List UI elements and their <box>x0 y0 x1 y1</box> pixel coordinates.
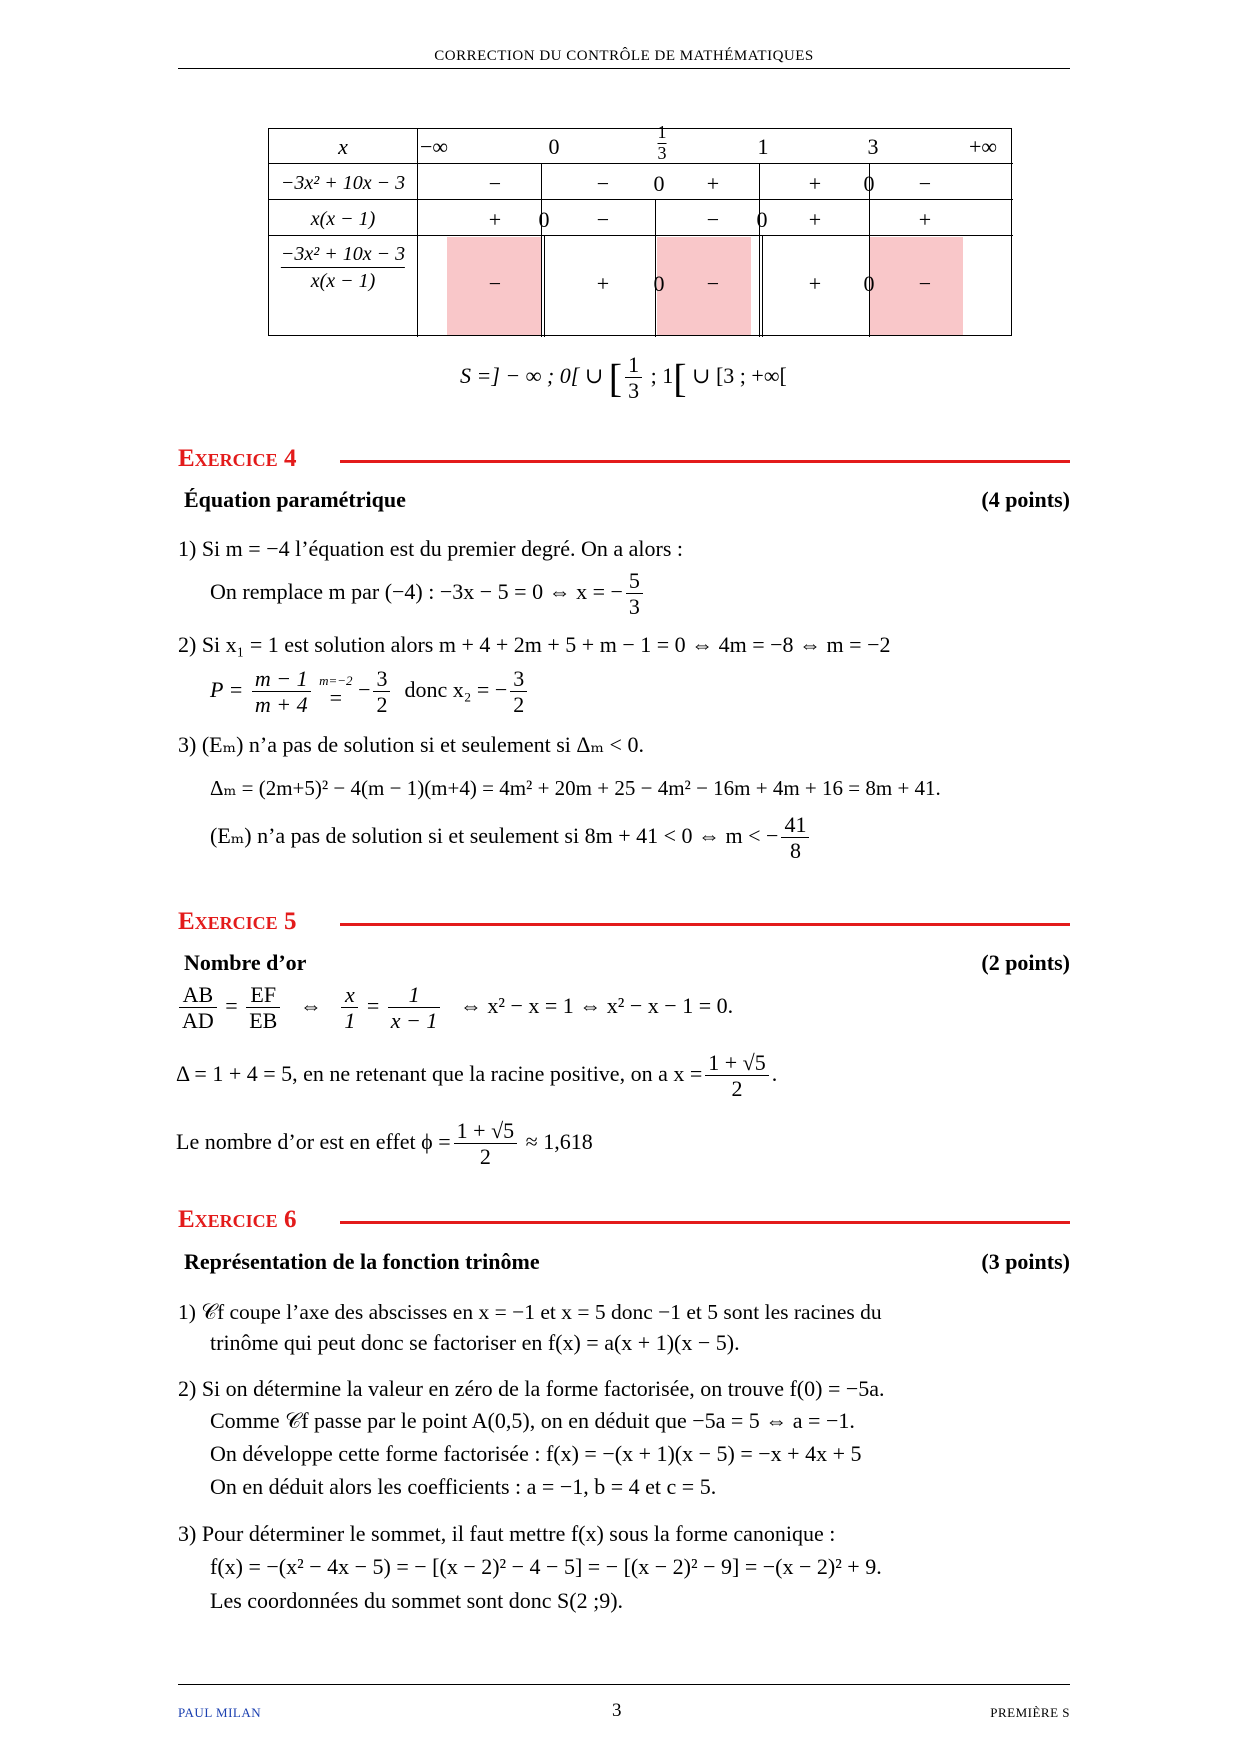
frac-num: m − 1 <box>254 666 308 691</box>
sign: 0 <box>538 207 550 232</box>
footer-page-number: 3 <box>612 1700 622 1721</box>
table-row-divider <box>269 163 1013 164</box>
quotient-numerator: −3x² + 10x − 3 <box>280 243 406 265</box>
sign: − <box>596 207 610 232</box>
zero-line <box>541 163 542 337</box>
table-row-divider <box>269 199 1013 200</box>
exercise-title: Exercice 4 <box>178 445 297 472</box>
x-value-fraction <box>658 123 667 164</box>
row-label-denominator: x(x − 1) <box>310 208 376 230</box>
sign: + <box>488 207 502 232</box>
frac-den: 3 <box>626 593 643 619</box>
ex4-line: Δₘ = (2m+5)² − 4(m − 1)(m+4) = 4m² + 20m + 25 − 4m² − 16m + 4m + 16 = 8m + 41. <box>210 776 941 800</box>
frac-den: x − 1 <box>388 1007 441 1033</box>
forbidden-double-bar <box>544 235 545 337</box>
ex4-text: On remplace m par (−4) : −3x − 5 = 0 ⇔ x = − <box>210 578 623 604</box>
footer-rule <box>178 1684 1070 1685</box>
sign: − <box>488 171 502 196</box>
ex6-line: Comme 𝒞f passe par le point A(0,5), on en déduit que −5a = 5 ⇔ a = −1. <box>210 1408 855 1433</box>
sign: + <box>808 171 822 196</box>
table-row-divider <box>269 235 1013 236</box>
frac-den: m + 4 <box>252 691 311 717</box>
solution-right: ∪ [3 ; +∞[ <box>692 362 787 388</box>
frac-num: 3 <box>513 666 525 691</box>
eq-sign: = <box>329 685 343 711</box>
forbidden-double-bar <box>762 235 763 337</box>
frac-num: 41 <box>784 812 807 837</box>
frac-num: 1 + √5 <box>708 1050 766 1075</box>
ex5-text: Δ = 1 + 4 = 5, en ne retenant que la racine positive, on a x = <box>176 1060 703 1086</box>
sign: + <box>706 171 720 196</box>
ex4-text: donc x₂ = − <box>404 676 508 702</box>
ex6-line: 2) Si on détermine la valeur en zéro de la forme factorisée, on trouve f(0) = −5a. <box>178 1376 885 1401</box>
ex4-text: (Eₘ) n’a pas de solution si et seulement si 8m + 41 < 0 ⇔ m < − <box>210 822 779 848</box>
ex4-line: 2) Si x₁ = 1 est solution alors m + 4 + 2m + 5 + m − 1 = 0 ⇔ 4m = −8 ⇔ m = −2 <box>178 632 891 657</box>
page-header-title: CORRECTION DU CONTRÔLE DE MATHÉMATIQUES <box>434 48 814 64</box>
sign: 0 <box>863 171 875 196</box>
sign: + <box>808 271 822 296</box>
eq-condition: m=−2 <box>319 673 353 689</box>
exercise-rule <box>340 460 1070 463</box>
table-header-x: x <box>338 134 348 159</box>
frac-den: AD <box>179 1007 217 1033</box>
solution-left: S =] − ∞ ; 0[ ∪ <box>460 362 604 388</box>
x-value: 1 <box>657 122 667 142</box>
ex4-line <box>210 568 646 620</box>
frac-num: AB <box>182 982 214 1007</box>
negative-interval-highlight <box>657 237 751 335</box>
ex6-line: On en déduit alors les coefficients : a = −1, b = 4 et c = 5. <box>210 1474 717 1499</box>
exercise-rule <box>340 1221 1070 1224</box>
x-value: 1 <box>757 134 769 159</box>
negative-interval-highlight <box>869 237 963 335</box>
ex4-line: 3) (Eₘ) n’a pas de solution si et seulement si Δₘ < 0. <box>178 732 644 757</box>
ex4-line <box>210 666 530 718</box>
frac-den: 2 <box>373 691 390 717</box>
sign: 0 <box>863 271 875 296</box>
sign: − <box>488 271 502 296</box>
ex6-line: trinôme qui peut donc se factoriser en f(x) = a(x + 1)(x − 5). <box>210 1330 740 1355</box>
solution-mid: ; 1 <box>650 362 674 388</box>
ex6-line: On développe cette forme factorisée : f(x) = −(x + 1)(x − 5) = −x + 4x + 5 <box>210 1441 862 1466</box>
exercise-title: Exercice 6 <box>178 1206 297 1233</box>
sign: 0 <box>653 171 665 196</box>
ex5-line: Δ = 1 + 4 = 5, en ne retenant que la racine positive, on a x = $\frac{1 + √5}{2}$ . <box>176 1050 778 1102</box>
frac-num: 1 <box>408 982 420 1007</box>
zero-line <box>655 199 656 337</box>
x-value: 0 <box>548 134 560 159</box>
x-value: +∞ <box>968 134 998 159</box>
ex6-line: Les coordonnées du sommet sont donc S(2 ;9). <box>210 1588 624 1613</box>
ex5-line: $\frac{AB}{AD}$ = $\frac{EF}{EB}$ ⇔ $\frac{x}{1}$ = $\frac{1}{x - 1}$ ⇔ x² − x = 1 ⇔ x² − x − 1 = 0. <box>176 982 733 1034</box>
frac-den: 1 <box>341 1007 358 1033</box>
sign: − <box>918 171 932 196</box>
zero-line <box>759 163 760 337</box>
header-rule <box>178 68 1070 69</box>
sign: + <box>596 271 610 296</box>
sign: 0 <box>653 271 665 296</box>
exercise-points: (3 points) <box>981 1249 1070 1274</box>
sign: − <box>596 171 610 196</box>
minus-sign: − <box>358 676 371 702</box>
x-value: −∞ <box>419 134 449 159</box>
exercise-subtitle: Nombre d’or <box>184 950 307 975</box>
quotient-denominator: x(x − 1) <box>281 267 405 294</box>
frac-den: 2 <box>705 1075 768 1101</box>
frac-num: 1 + √5 <box>456 1118 515 1143</box>
ex5-text: Le nombre d’or est en effet ϕ = <box>176 1128 451 1154</box>
sign: − <box>706 207 720 232</box>
frac-den: EB <box>246 1007 280 1033</box>
sign: − <box>706 271 720 296</box>
table-col-divider <box>417 129 418 337</box>
x-value: 3 <box>867 134 879 159</box>
ex4-line <box>210 812 812 864</box>
sign: − <box>918 271 932 296</box>
frac-den: 2 <box>510 691 527 717</box>
frac-den: 8 <box>781 837 809 863</box>
ex5-line <box>176 1118 593 1170</box>
solution-frac-num: 1 <box>628 352 640 377</box>
solution-set: S =] − ∞ ; 0[ ∪ [ $\frac{1}{3}$ ; 1[ ∪ [3 ; +∞[ <box>460 352 787 404</box>
sign-table <box>268 122 1012 336</box>
frac-den: 2 <box>454 1143 517 1169</box>
ex5-text: ≈ 1,618 <box>525 1128 593 1154</box>
x-value: 3 <box>657 142 667 163</box>
ex4-line: 1) Si m = −4 l’équation est du premier degré. On a alors : <box>178 536 684 561</box>
exercise-subtitle: Équation paramétrique <box>184 487 406 512</box>
solution-frac-den: 3 <box>625 377 642 403</box>
row-label-quotient <box>281 241 405 294</box>
sign: + <box>808 207 822 232</box>
frac-num: x <box>344 982 355 1007</box>
exercise-rule <box>340 923 1070 926</box>
footer-class: PREMIÈRE S <box>990 1705 1070 1720</box>
frac-num: 3 <box>376 666 388 691</box>
ex5-text: ⇔ x² − x = 1 ⇔ x² − x − 1 = 0. <box>459 992 734 1018</box>
ex6-line: f(x) = −(x² − 4x − 5) = − [(x − 2)² − 4 − 5] = − [(x − 2)² − 9] = −(x − 2)² + 9. <box>210 1554 882 1579</box>
ex4-text: P = <box>210 676 244 702</box>
frac-num: EF <box>250 982 277 1007</box>
exercise-title: Exercice 5 <box>178 908 297 935</box>
row-label-numerator: −3x² + 10x − 3 <box>280 172 406 194</box>
footer-author: PAUL MILAN <box>178 1705 262 1720</box>
exercise-subtitle: Représentation de la fonction trinôme <box>184 1249 540 1274</box>
exercise-points: (4 points) <box>981 487 1070 512</box>
sign: 0 <box>756 207 768 232</box>
frac-num: 5 <box>628 568 640 593</box>
exercise-points: (2 points) <box>981 950 1070 975</box>
ex6-line: 1) 𝒞f coupe l’axe des abscisses en x = −1 et x = 5 donc −1 et 5 sont les racines du <box>178 1300 882 1324</box>
ex6-line: 3) Pour déterminer le sommet, il faut mettre f(x) sous la forme canonique : <box>178 1521 836 1546</box>
sign: + <box>918 207 932 232</box>
